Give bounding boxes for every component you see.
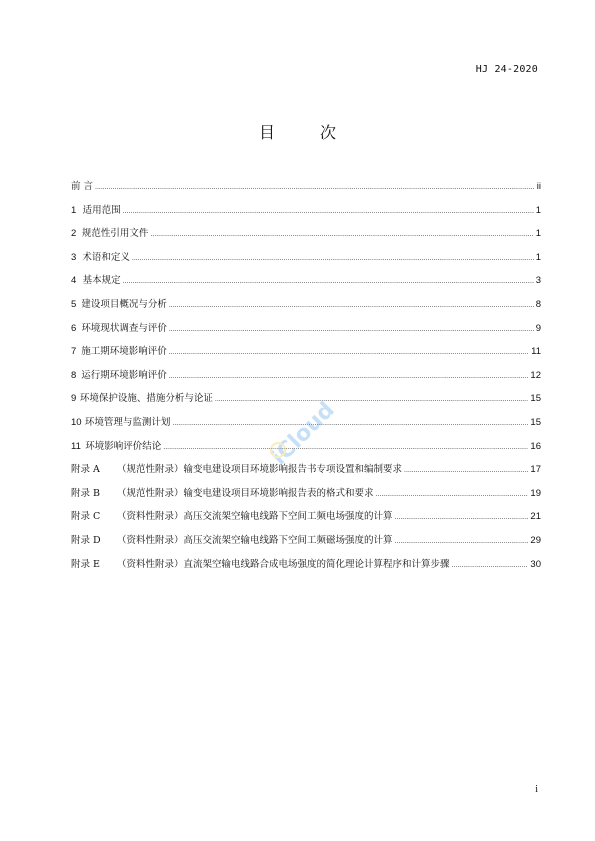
toc-entry-title: 适用范围 xyxy=(82,204,121,216)
toc-entry-number: 3 xyxy=(71,251,77,263)
toc-appendix-entry[interactable] xyxy=(71,532,541,556)
toc-entry-number: 8 xyxy=(71,369,77,381)
toc-entry-page: 15 xyxy=(530,393,541,405)
toc-entry-title: 运行期环境影响评价 xyxy=(81,369,167,381)
toc-dot-leader xyxy=(172,420,528,427)
appendix-label: 附录 C xyxy=(71,511,101,523)
appendix-type: （资料性附录） xyxy=(117,534,184,546)
toc-entry[interactable] xyxy=(71,343,541,367)
appendix-label: 附录 E xyxy=(71,558,100,570)
toc-entry[interactable] xyxy=(71,178,541,202)
toc-entry[interactable] xyxy=(71,296,541,320)
toc-entry-title: 环境影响评价结论 xyxy=(85,440,162,452)
toc-dot-leader xyxy=(150,231,533,238)
page-number: i xyxy=(535,784,538,795)
toc-dot-leader xyxy=(452,562,529,569)
appendix-label: 附录 A xyxy=(71,464,100,476)
toc-dot-leader xyxy=(169,373,529,380)
toc-entry-number: 11 xyxy=(71,440,81,452)
toc-entry-number: 6 xyxy=(71,322,77,334)
toc-dot-leader xyxy=(95,184,535,191)
toc-entry-page: 29 xyxy=(530,534,541,546)
toc-dot-leader xyxy=(123,278,534,285)
toc-dot-leader xyxy=(395,538,529,545)
toc-entry-page: 15 xyxy=(530,416,541,428)
appendix-label-group xyxy=(71,461,184,475)
appendix-label-group xyxy=(71,485,184,499)
toc-entry-number: 1 xyxy=(71,204,77,216)
toc-dot-leader xyxy=(376,491,529,498)
toc-entry[interactable] xyxy=(71,225,541,249)
toc-entry-title: 施工期环境影响评价 xyxy=(81,346,167,358)
toc-appendix-entry[interactable] xyxy=(71,485,541,509)
toc-entry-number: 9 xyxy=(71,393,77,405)
toc-dot-leader xyxy=(404,467,528,474)
toc-entry-page: 1 xyxy=(535,204,541,216)
toc-entry[interactable] xyxy=(71,249,541,273)
appendix-label-group xyxy=(71,508,184,522)
toc-dot-leader xyxy=(169,302,534,309)
toc-entry-number: 4 xyxy=(71,275,77,287)
appendix-title: 输变电建设项目环境影响报告表的格式和要求 xyxy=(183,487,374,499)
toc-entry-number: 2 xyxy=(71,228,77,240)
toc-appendix-entry[interactable] xyxy=(71,556,541,580)
watermark-text: iCloud xyxy=(266,397,340,471)
document-code: HJ 24-2020 xyxy=(475,64,538,75)
toc-dot-leader xyxy=(169,326,534,333)
toc-entry[interactable] xyxy=(71,272,541,296)
toc-entry-page: 17 xyxy=(530,464,541,476)
toc-entry-number: 10 xyxy=(71,416,82,428)
toc-entry-number: 5 xyxy=(71,298,77,310)
toc-entry[interactable] xyxy=(71,320,541,344)
appendix-title: 高压交流架空输电线路下空间工频磁场强度的计算 xyxy=(183,534,393,546)
toc-appendix-entry[interactable] xyxy=(71,508,541,532)
appendix-title: 高压交流架空输电线路下空间工频电场强度的计算 xyxy=(183,511,393,523)
toc-entry-title: 建设项目概况与分析 xyxy=(81,298,167,310)
toc-entry-page: ii xyxy=(536,181,541,192)
page-title: 目 次 xyxy=(258,123,357,142)
toc-entry-title: 环境现状调查与评价 xyxy=(81,322,167,334)
toc-entry[interactable] xyxy=(71,202,541,226)
toc-entry-page: 9 xyxy=(535,322,541,334)
appendix-label-group xyxy=(71,532,184,546)
table-of-contents xyxy=(71,178,541,579)
toc-entry-title: 规范性引用文件 xyxy=(81,228,149,240)
toc-entry-page: 8 xyxy=(535,298,541,310)
appendix-title: 输变电建设项目环境影响报告书专项设置和编制要求 xyxy=(183,464,403,476)
toc-entry-page: 1 xyxy=(535,251,541,263)
toc-entry-page: 16 xyxy=(530,440,541,452)
toc-entry[interactable] xyxy=(71,367,541,391)
toc-dot-leader xyxy=(169,349,529,356)
toc-entry-page: 3 xyxy=(535,275,541,287)
toc-entry-page: 21 xyxy=(530,511,541,523)
toc-entry-title: 基本规定 xyxy=(82,275,121,287)
appendix-type: （规范性附录） xyxy=(117,464,184,476)
toc-entry-page: 30 xyxy=(530,558,541,570)
watermark-logo xyxy=(258,392,348,472)
toc-entry-title: 环境管理与监测计划 xyxy=(84,416,171,428)
appendix-label-group xyxy=(71,556,184,570)
toc-entry-number: 7 xyxy=(71,346,77,358)
toc-entry-page: 11 xyxy=(531,346,541,358)
appendix-label: 附录 D xyxy=(71,534,101,546)
toc-entry-page: 19 xyxy=(530,487,541,499)
appendix-title: 直流架空输电线路合成电场强度的简化理论计算程序和计算步骤 xyxy=(183,558,450,570)
appendix-type: （资料性附录） xyxy=(117,511,184,523)
toc-dot-leader xyxy=(132,255,534,262)
toc-entry-page: 1 xyxy=(535,228,541,240)
appendix-type: （规范性附录） xyxy=(117,487,184,499)
toc-entry-title: 环境保护设施、措施分析与论证 xyxy=(79,393,213,405)
toc-entry-page: 12 xyxy=(530,369,541,381)
toc-entry-number: 前 言 xyxy=(71,181,94,192)
toc-dot-leader xyxy=(123,208,534,215)
toc-entry-title: 术语和定义 xyxy=(82,251,130,263)
toc-dot-leader xyxy=(395,514,529,521)
appendix-label: 附录 B xyxy=(71,487,101,499)
appendix-type: （资料性附录） xyxy=(117,558,184,570)
